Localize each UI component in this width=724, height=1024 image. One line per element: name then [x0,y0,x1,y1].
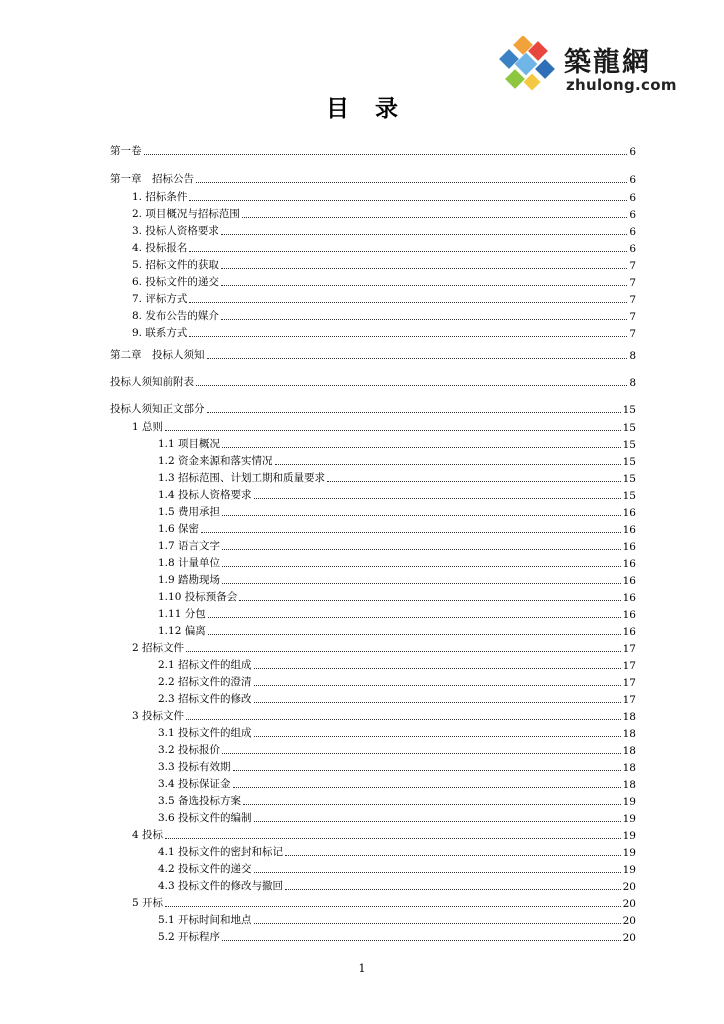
toc-entry-title: 6. 投标文件的递交 [132,276,219,288]
toc-entry-page: 20 [622,932,636,944]
toc-entry[interactable] [158,775,636,791]
toc-leader-dots [254,668,621,669]
toc-leader-dots [186,651,621,652]
toc-entry-page: 17 [622,643,636,655]
toc-entry-page: 16 [622,609,636,621]
toc-leader-dots [221,234,627,235]
toc-entry-title: 1.4 投标人资格要求 [158,489,252,501]
toc-entry[interactable] [132,188,636,204]
toc-entry-page: 6 [629,226,636,238]
toc-entry[interactable] [110,170,636,186]
toc-entry[interactable] [158,452,636,468]
toc-leader-dots [207,412,621,413]
toc-entry[interactable] [158,911,636,927]
toc-entry-page: 15 [622,490,636,502]
toc-entry-title: 2. 项目概况与招标范围 [132,208,240,220]
toc-entry-title: 8. 发布公告的媒介 [132,310,219,322]
toc-leader-dots [233,770,621,771]
toc-entry[interactable] [132,707,636,723]
toc-entry[interactable] [158,877,636,893]
toc-leader-dots [189,302,627,303]
logo-chinese-name: 築龍網 [564,47,651,78]
toc-leader-dots [242,217,627,218]
toc-entry-page: 20 [622,915,636,927]
toc-entry-page: 19 [622,796,636,808]
toc-entry-title: 1.6 保密 [158,523,200,535]
toc-entry-title: 2 招标文件 [132,642,185,654]
toc-entry-page: 19 [622,830,636,842]
toc-entry-title: 1.8 计量单位 [158,557,221,569]
toc-entry[interactable] [158,673,636,689]
toc-leader-dots [221,268,627,269]
toc-entry-page: 20 [622,881,636,893]
toc-entry-title: 第一卷 [110,145,142,157]
toc-leader-dots [243,804,621,805]
toc-entry-title: 7. 评标方式 [132,293,188,305]
toc-leader-dots [196,182,627,183]
toc-leader-dots [254,685,621,686]
toc-entry-page: 16 [622,541,636,553]
toc-leader-dots [254,498,621,499]
toc-entry-title: 投标人须知前附表 [110,376,194,388]
toc-entry[interactable] [132,307,636,323]
toc-entry-title: 1. 招标条件 [132,191,188,203]
toc-entry[interactable] [132,826,636,842]
toc-leader-dots [254,821,621,822]
toc-entry-page: 8 [629,377,636,389]
toc-entry-title: 1.7 语言文字 [158,540,221,552]
toc-entry-page: 16 [622,507,636,519]
toc-entry[interactable] [158,690,636,706]
toc-entry-page: 15 [622,422,636,434]
toc-entry-page: 18 [622,762,636,774]
toc-entry-title: 1.9 踏勘现场 [158,574,221,586]
toc-entry-title: 4.3 投标文件的修改与撤回 [158,880,284,892]
toc-entry-page: 15 [622,456,636,468]
toc-leader-dots [222,515,621,516]
toc-entry[interactable] [158,605,636,621]
toc-entry[interactable] [158,860,636,876]
toc-entry[interactable] [110,400,636,416]
toc-leader-dots [189,336,627,337]
toc-entry[interactable] [132,205,636,221]
toc-entry-page: 8 [629,350,636,362]
toc-entry-page: 7 [629,328,636,340]
toc-leader-dots [222,566,621,567]
toc-entry-title: 3.1 投标文件的组成 [158,727,252,739]
toc-entry-title: 3.2 投标报价 [158,744,221,756]
toc-entry-title: 2.3 招标文件的修改 [158,693,252,705]
toc-leader-dots [208,617,621,618]
toc-entry[interactable] [132,222,636,238]
toc-entry[interactable] [158,588,636,604]
toc-entry-title: 投标人须知正文部分 [110,403,205,415]
toc-entry-page: 17 [622,677,636,689]
toc-leader-dots [201,532,621,533]
toc-entry-title: 1.5 费用承担 [158,506,221,518]
toc-entry[interactable] [158,724,636,740]
toc-entry[interactable] [158,928,636,944]
toc-entry[interactable] [132,290,636,306]
toc-entry-title: 2.1 招标文件的组成 [158,659,252,671]
toc-entry-title: 9. 联系方式 [132,327,188,339]
toc-leader-dots [222,549,621,550]
toc-entry[interactable] [132,418,636,434]
toc-leader-dots [222,753,621,754]
toc-entry[interactable] [158,843,636,859]
toc-entry-page: 19 [622,813,636,825]
toc-entry[interactable] [158,656,636,672]
toc-entry-page: 7 [629,294,636,306]
toc-entry-title: 5. 招标文件的获取 [132,259,219,271]
toc-entry-title: 3 投标文件 [132,710,185,722]
toc-leader-dots [275,464,621,465]
toc-leader-dots [254,923,621,924]
toc-entry-title: 3.4 投标保证金 [158,778,231,790]
toc-entry-title: 5.2 开标程序 [158,931,221,943]
toc-entry[interactable] [132,894,636,910]
toc-entry-page: 7 [629,311,636,323]
toc-leader-dots [222,447,621,448]
toc-leader-dots [285,855,621,856]
toc-entry-title: 5 开标 [132,897,164,909]
toc-entry-title: 2.2 招标文件的澄清 [158,676,252,688]
toc-entry[interactable] [158,537,636,553]
toc-entry-title: 1.3 招标范围、计划工期和质量要求 [158,472,326,484]
toc-entry-page: 19 [622,847,636,859]
toc-entry-title: 4. 投标报名 [132,242,188,254]
toc-entry-page: 16 [622,558,636,570]
toc-entry[interactable] [158,435,636,451]
toc-entry-title: 3.3 投标有效期 [158,761,231,773]
toc-entry-page: 16 [622,524,636,536]
toc-entry-page: 18 [622,728,636,740]
toc-entry-page: 6 [629,146,636,158]
toc-entry-title: 5.1 开标时间和地点 [158,914,252,926]
toc-entry[interactable] [110,373,636,389]
toc-entry-page: 7 [629,277,636,289]
toc-entry-title: 1.11 分包 [158,608,206,620]
toc-leader-dots [189,200,627,201]
toc-entry-page: 18 [622,711,636,723]
toc-leader-dots [165,430,621,431]
toc-entry-page: 6 [629,243,636,255]
toc-entry-title: 第一章 招标公告 [110,173,194,185]
toc-entry[interactable] [158,809,636,825]
toc-entry-title: 1.1 项目概况 [158,438,221,450]
toc-entry[interactable] [158,741,636,757]
toc-entry[interactable] [132,256,636,272]
toc-entry-title: 4.2 投标文件的递交 [158,863,252,875]
toc-entry[interactable] [132,639,636,655]
toc-entry-page: 16 [622,575,636,587]
zhulong-logo-mark-icon [498,36,558,96]
toc-entry-title: 第二章 投标人须知 [110,349,205,361]
toc-entry-page: 6 [629,192,636,204]
toc-entry-page: 18 [622,745,636,757]
toc-entry[interactable] [110,346,636,362]
toc-leader-dots [221,285,627,286]
toc-entry-page: 20 [622,898,636,910]
toc-leader-dots [233,787,621,788]
toc-entry-page: 6 [629,174,636,186]
toc-leader-dots [196,385,627,386]
toc-leader-dots [165,838,621,839]
toc-entry-title: 3.6 投标文件的编制 [158,812,252,824]
toc-entry[interactable] [158,792,636,808]
toc-entry-page: 15 [622,473,636,485]
toc-leader-dots [239,600,620,601]
toc-entry-title: 1.2 资金来源和落实情况 [158,455,273,467]
toc-leader-dots [285,889,621,890]
page-number: 1 [358,962,366,975]
toc-entry-page: 17 [622,694,636,706]
toc-entry[interactable] [158,520,636,536]
toc-entry[interactable] [132,324,636,340]
toc-leader-dots [254,702,621,703]
toc-entry-title: 1 总则 [132,421,164,433]
toc-leader-dots [327,481,621,482]
toc-entry-page: 16 [622,592,636,604]
toc-entry[interactable] [110,142,636,158]
toc-entry[interactable] [158,758,636,774]
toc-entry-page: 7 [629,260,636,272]
toc-entry-title: 1.12 偏离 [158,625,206,637]
toc-entry-page: 15 [622,404,636,416]
toc-entry-title: 3. 投标人资格要求 [132,225,219,237]
toc-entry[interactable] [158,486,636,502]
toc-leader-dots [208,634,621,635]
toc-leader-dots [189,251,627,252]
toc-leader-dots [207,358,628,359]
toc-entry[interactable] [158,503,636,519]
toc-entry-title: 4.1 投标文件的密封和标记 [158,846,284,858]
toc-entry-title: 4 投标 [132,829,164,841]
toc-entry[interactable] [158,571,636,587]
logo-english-name: zhulong.com [566,76,677,94]
toc-entry-title: 1.10 投标预备会 [158,591,238,603]
toc-entry[interactable] [158,554,636,570]
toc-leader-dots [221,319,627,320]
toc-entry[interactable] [158,622,636,638]
toc-entry-title: 3.5 备选投标方案 [158,795,242,807]
page-title: 目录 [326,96,424,122]
toc-leader-dots [222,583,621,584]
toc-entry-page: 18 [622,779,636,791]
toc-entry[interactable] [132,273,636,289]
toc-entry[interactable] [158,469,636,485]
toc-leader-dots [254,872,621,873]
toc-entry-page: 15 [622,439,636,451]
toc-leader-dots [165,906,621,907]
toc-entry[interactable] [132,239,636,255]
toc-leader-dots [254,736,621,737]
toc-leader-dots [186,719,621,720]
toc-entry-page: 16 [622,626,636,638]
toc-entry-page: 17 [622,660,636,672]
toc-entry-page: 19 [622,864,636,876]
toc-leader-dots [222,940,621,941]
toc-leader-dots [144,154,628,155]
toc-entry-page: 6 [629,209,636,221]
